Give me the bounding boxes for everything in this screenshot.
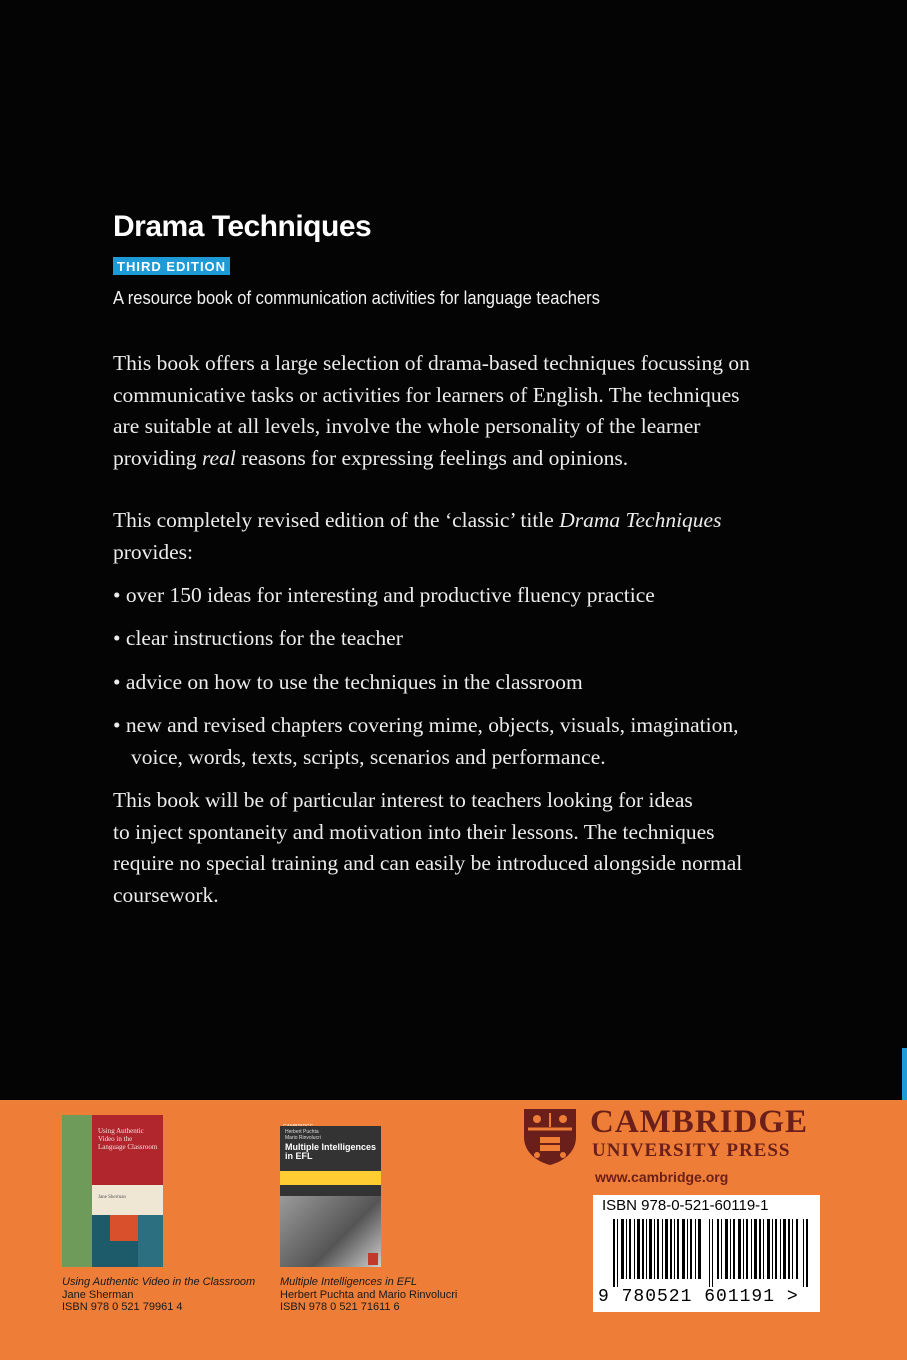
bullet-item: • clear instructions for the teacher — [113, 626, 403, 650]
cover-title: Using Authentic Video in the Language Classroom — [98, 1127, 158, 1151]
para3-line: coursework. — [113, 882, 219, 907]
cover-block — [92, 1185, 163, 1215]
barcode-bars — [613, 1219, 809, 1287]
related-book-cover-2 — [280, 1115, 381, 1267]
related-book-cover-1 — [62, 1115, 163, 1267]
bullet-item: • over 150 ideas for interesting and productive fluency practice — [113, 583, 655, 607]
cover-block — [138, 1215, 163, 1267]
related-book-caption-2 — [280, 1276, 457, 1314]
book-subtitle: A resource book of communication activities for language teachers — [113, 288, 600, 308]
bullet-item: • advice on how to use the techniques in the classroom — [113, 670, 583, 694]
cover-block — [62, 1115, 92, 1267]
related-book-caption-1 — [62, 1276, 255, 1314]
related-book-author: Jane Sherman — [62, 1288, 134, 1301]
para1-emphasis: real — [201, 445, 236, 470]
cover-brand-bar — [280, 1115, 381, 1126]
related-book-title: Multiple Intelligences in EFL — [280, 1276, 417, 1288]
cover-author: Jane Sherman — [98, 1195, 126, 1200]
para2-emphasis: Drama Techniques — [559, 508, 722, 532]
para1-line: This book offers a large selection of drama-based techniques focussing on — [113, 351, 750, 375]
bullet-item — [113, 710, 803, 773]
isbn-barcode — [593, 1195, 820, 1312]
para1-line4-post: reasons for expressing feelings and opinions. — [235, 445, 629, 470]
para2-line — [113, 505, 803, 537]
edge-marker — [902, 1048, 907, 1100]
book-title: Drama Techniques — [113, 210, 372, 243]
para1-line: communicative tasks or activities for learners of English. The techniques — [113, 382, 740, 407]
description-paragraph-1 — [113, 348, 803, 474]
cover-photo — [280, 1196, 381, 1267]
related-book-isbn: ISBN 978 0 521 71611 6 — [280, 1301, 400, 1313]
edition-badge: THIRD EDITION — [113, 257, 230, 275]
cover-title: Multiple Intelligences in EFL — [285, 1142, 377, 1161]
para1-line — [113, 443, 803, 475]
cover-authors: Herbert Puchta Mario Rinvolucri — [285, 1129, 321, 1141]
isbn-label: ISBN 978-0-521-60119-1 — [602, 1197, 769, 1214]
cover-block — [110, 1215, 138, 1241]
related-book-title: Using Authentic Video in the Classroom — [62, 1276, 256, 1288]
publisher-url[interactable]: www.cambridge.org — [595, 1169, 729, 1185]
para3-line: This book will be of particular interest to teachers looking for ideas — [113, 788, 693, 812]
bullet-continuation: voice, words, texts, scripts, scenarios and performance. — [131, 744, 606, 769]
para3-line: to inject spontaneity and motivation into their lessons. The techniques — [113, 819, 715, 844]
cover-block — [280, 1171, 381, 1185]
publisher-logo-icon — [368, 1253, 378, 1265]
para2-line: provides: — [113, 539, 194, 564]
publisher-name: CAMBRIDGE — [590, 1104, 809, 1140]
publisher-press: UNIVERSITY PRESS — [592, 1140, 791, 1161]
para1-line: are suitable at all levels, involve the whole personality of the learner — [113, 414, 701, 438]
cambridge-crest-icon — [522, 1107, 578, 1167]
para1-line4-pre: providing — [113, 445, 202, 470]
bullet-line: • new and revised chapters covering mime, objects, visuals, imagination, — [113, 713, 739, 737]
description-paragraph-3 — [113, 785, 803, 911]
para3-line: require no special training and can easily be introduced alongside normal — [113, 851, 743, 875]
barcode-digits: 9 780521 601191 > — [598, 1287, 799, 1307]
para2-pre: This completely revised edition of the ‘classic’ title — [113, 508, 560, 532]
related-book-author: Herbert Puchta and Mario Rinvolucri — [280, 1288, 458, 1301]
related-book-isbn: ISBN 978 0 521 79961 4 — [62, 1301, 183, 1313]
description-paragraph-2 — [113, 505, 803, 568]
